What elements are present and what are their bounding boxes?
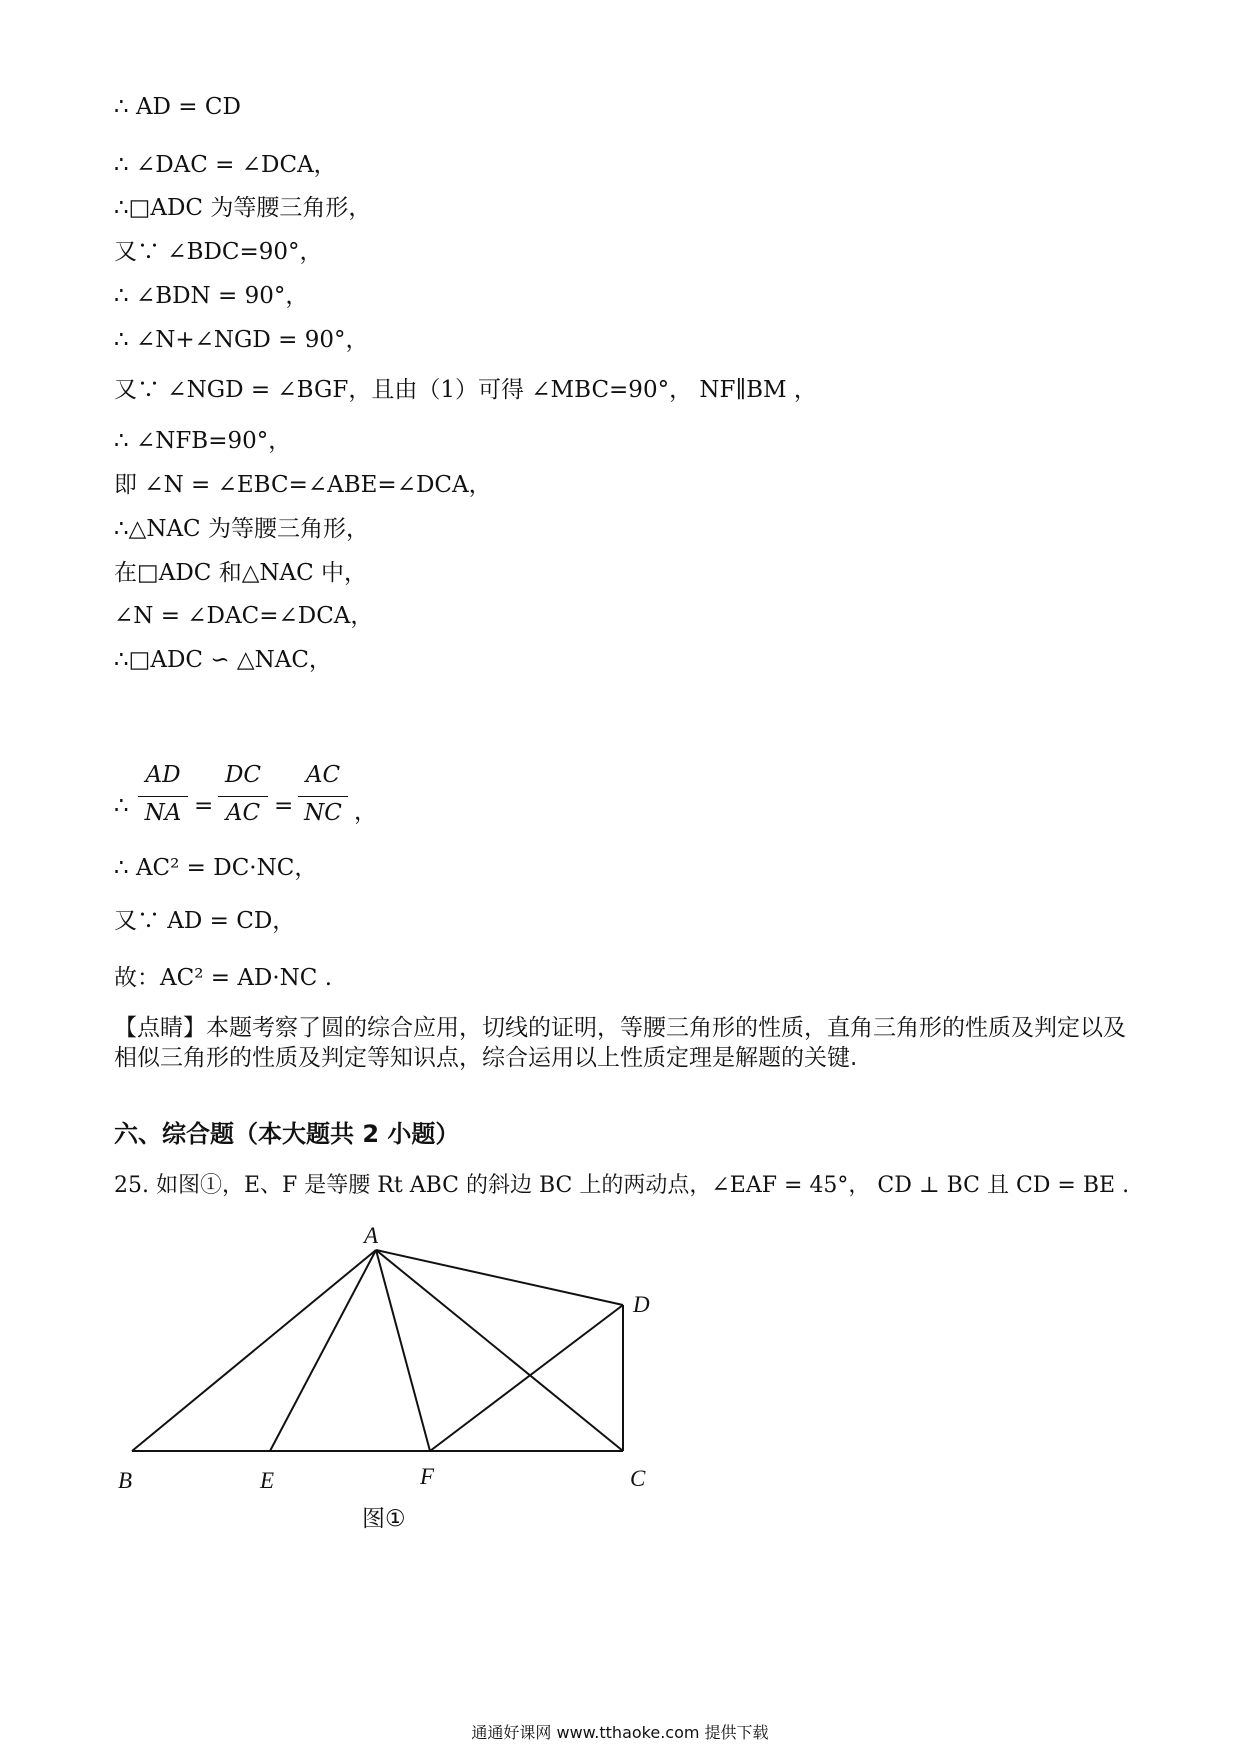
point-label-c: C [630, 1466, 646, 1491]
page-footer: 通通好课网 www.tthaoke.com 提供下载 [471, 1723, 769, 1742]
proof-line-3: ∴□ADC 为等腰三角形， [114, 195, 372, 221]
proof-line-2: ∴ ∠DAC = ∠DCA， [114, 152, 337, 178]
proof-line-7: 又∵ ∠NGD = ∠BGF，且由（1）可得 ∠MBC=90°， NF∥BM ， [114, 377, 817, 403]
point-label-f: F [420, 1464, 435, 1489]
fraction-trailing-comma: ， [354, 799, 377, 825]
proof-line-12: ∠N = ∠DAC=∠DCA， [114, 603, 374, 629]
proof-line-13: ∴□ADC ∽ △NAC， [114, 647, 332, 673]
equals-sign: = [194, 793, 214, 819]
figure-caption: 图① [362, 1506, 406, 1532]
segment-ae [270, 1250, 376, 1451]
fraction-bar [298, 796, 348, 797]
point-label-b: B [118, 1468, 133, 1493]
segment-ab [132, 1250, 376, 1451]
key-point-note: 【点睛】本题考察了圆的综合应用，切线的证明，等腰三角形的性质，直角三角形的性质及判定以及相似三角形的性质及判定等知识点，综合运用以上性质定理是解题的关键. [114, 1015, 1126, 1071]
segment-af [376, 1250, 430, 1451]
fraction-numerator: AD [145, 762, 181, 788]
proof-line-15: 又∵ AD = CD， [114, 908, 296, 934]
fraction-denominator: NA [144, 800, 182, 826]
proof-line-14: ∴ AC² = DC·NC， [114, 855, 318, 881]
proof-line-6: ∴ ∠N+∠NGD = 90°， [114, 327, 369, 353]
proof-line-9: 即 ∠N = ∠EBC=∠ABE=∠DCA， [114, 472, 492, 498]
proof-line-11: 在□ADC 和△NAC 中， [114, 560, 368, 586]
segment-ad [376, 1250, 623, 1305]
point-label-a: A [364, 1225, 379, 1248]
proof-line-10: ∴△NAC 为等腰三角形， [114, 516, 369, 542]
segment-df [430, 1305, 623, 1451]
geometry-figure [100, 1225, 660, 1495]
fraction-denominator: AC [225, 800, 261, 826]
proof-line-1: ∴ AD = CD [114, 94, 241, 120]
proof-line-4: 又∵ ∠BDC=90°， [114, 239, 323, 265]
therefore-symbol: ∴ [114, 793, 129, 819]
fraction-numerator: AC [305, 762, 341, 788]
fraction-bar [218, 796, 268, 797]
point-label-d: D [633, 1292, 650, 1317]
equals-sign: = [274, 793, 294, 819]
proof-line-16: 故：AC² = AD·NC . [114, 965, 333, 991]
point-label-e: E [260, 1468, 275, 1493]
section-title: 六、综合题（本大题共 2 小题） [114, 1120, 460, 1148]
fraction-denominator: NC [304, 800, 342, 826]
question-25-text: 25. 如图①，E、F 是等腰 Rt ABC 的斜边 BC 上的两动点，∠EAF = 45°， CD ⊥ BC 且 CD = BE . [114, 1173, 1130, 1198]
fraction-numerator: DC [224, 762, 262, 788]
proof-line-8: ∴ ∠NFB=90°， [114, 428, 292, 454]
fraction-bar [138, 796, 188, 797]
segment-ac [376, 1250, 623, 1451]
proof-line-5: ∴ ∠BDN = 90°， [114, 283, 309, 309]
